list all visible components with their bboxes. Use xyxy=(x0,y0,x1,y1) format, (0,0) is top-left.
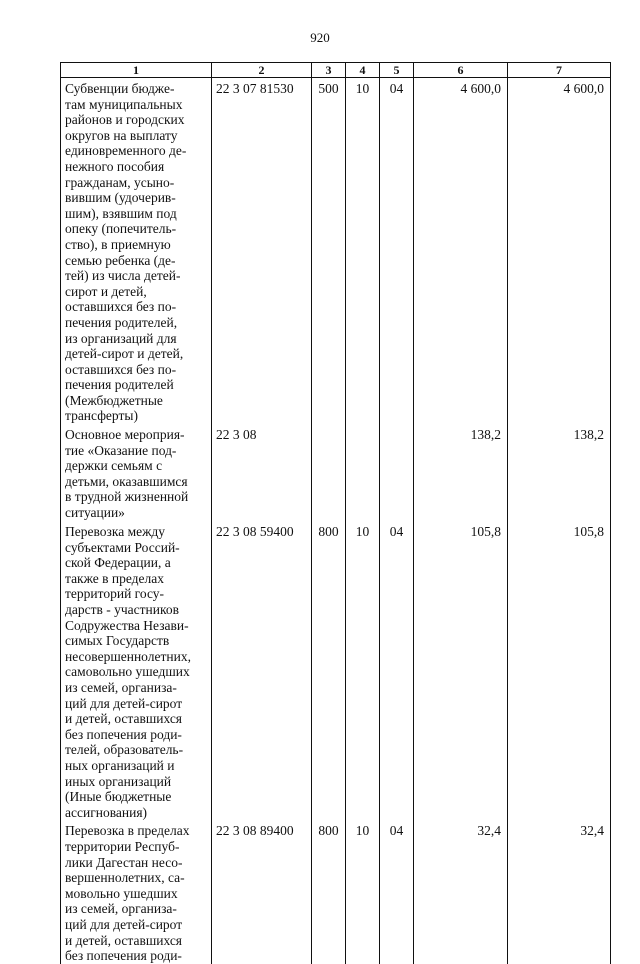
table-row xyxy=(61,424,611,521)
row-col5: 04 xyxy=(380,78,414,425)
row-code: 22 3 07 81530 xyxy=(212,78,312,425)
row-col4: 10 xyxy=(346,78,380,425)
row-col5: 04 xyxy=(380,521,414,820)
header-row xyxy=(61,63,611,78)
column-header: 4 xyxy=(346,63,380,78)
row-col6: 105,8 xyxy=(414,521,508,820)
column-header: 2 xyxy=(212,63,312,78)
row-col5: 04 xyxy=(380,820,414,963)
row-col7: 105,8 xyxy=(508,521,611,820)
row-col5 xyxy=(380,424,414,521)
row-code: 22 3 08 89400 xyxy=(212,820,312,963)
row-name: Основное мероприя- тие «Оказание под- держки семьям с детьми, оказавшимся в трудной жизненной ситуации» xyxy=(61,424,212,521)
page-number: 920 xyxy=(310,30,330,45)
row-col7: 32,4 xyxy=(508,820,611,963)
row-col3: 500 xyxy=(312,78,346,425)
row-col4: 10 xyxy=(346,820,380,963)
row-col7: 4 600,0 xyxy=(508,78,611,425)
row-name: Перевозка в пределах территории Респуб- лики Дагестан несо- вершеннолетних, са- мовольно ушедших из семей, организа- ций для детей-сирот и детей, оставшихся без попечения роди- xyxy=(61,820,212,963)
row-name: Перевозка между субъектами Россий- ской Федерации, а также в пределах территорий госу- дарств - участников Содружества Незави- симых Государств несовершеннолетних, самовольно ушедших из семей, организа- ций для детей-сирот и детей, оставшихся без попечения роди- телей, образователь- ных организаций и иных организаций (Иные бюджетные ассигнования) xyxy=(61,521,212,820)
row-col6: 4 600,0 xyxy=(414,78,508,425)
row-code: 22 3 08 xyxy=(212,424,312,521)
row-col6: 138,2 xyxy=(414,424,508,521)
table-row xyxy=(61,78,611,425)
row-col7: 138,2 xyxy=(508,424,611,521)
column-header: 5 xyxy=(380,63,414,78)
column-header: 6 xyxy=(414,63,508,78)
column-header: 3 xyxy=(312,63,346,78)
table-row xyxy=(61,521,611,820)
row-col3: 800 xyxy=(312,820,346,963)
row-name: Субвенции бюдже- там муниципальных районов и городских округов на выплату единовременного де- нежного пособия гражданам, усыно- вившим (удочерив- шим), взявшим под опеку (попечитель- ство), в приемную семью ребенка (де- тей) из числа детей- сирот и детей, оставшихся без по- печения родителей, из организаций для детей-сирот и детей, оставшихся без по- печения родителей (Межбюджетные трансферты) xyxy=(61,78,212,425)
column-header: 1 xyxy=(61,63,212,78)
budget-table-container xyxy=(60,62,610,964)
row-code: 22 3 08 59400 xyxy=(212,521,312,820)
table-row xyxy=(61,820,611,963)
row-col3: 800 xyxy=(312,521,346,820)
budget-table xyxy=(60,62,611,964)
column-header: 7 xyxy=(508,63,611,78)
row-col6: 32,4 xyxy=(414,820,508,963)
row-col4 xyxy=(346,424,380,521)
row-col3 xyxy=(312,424,346,521)
row-col4: 10 xyxy=(346,521,380,820)
